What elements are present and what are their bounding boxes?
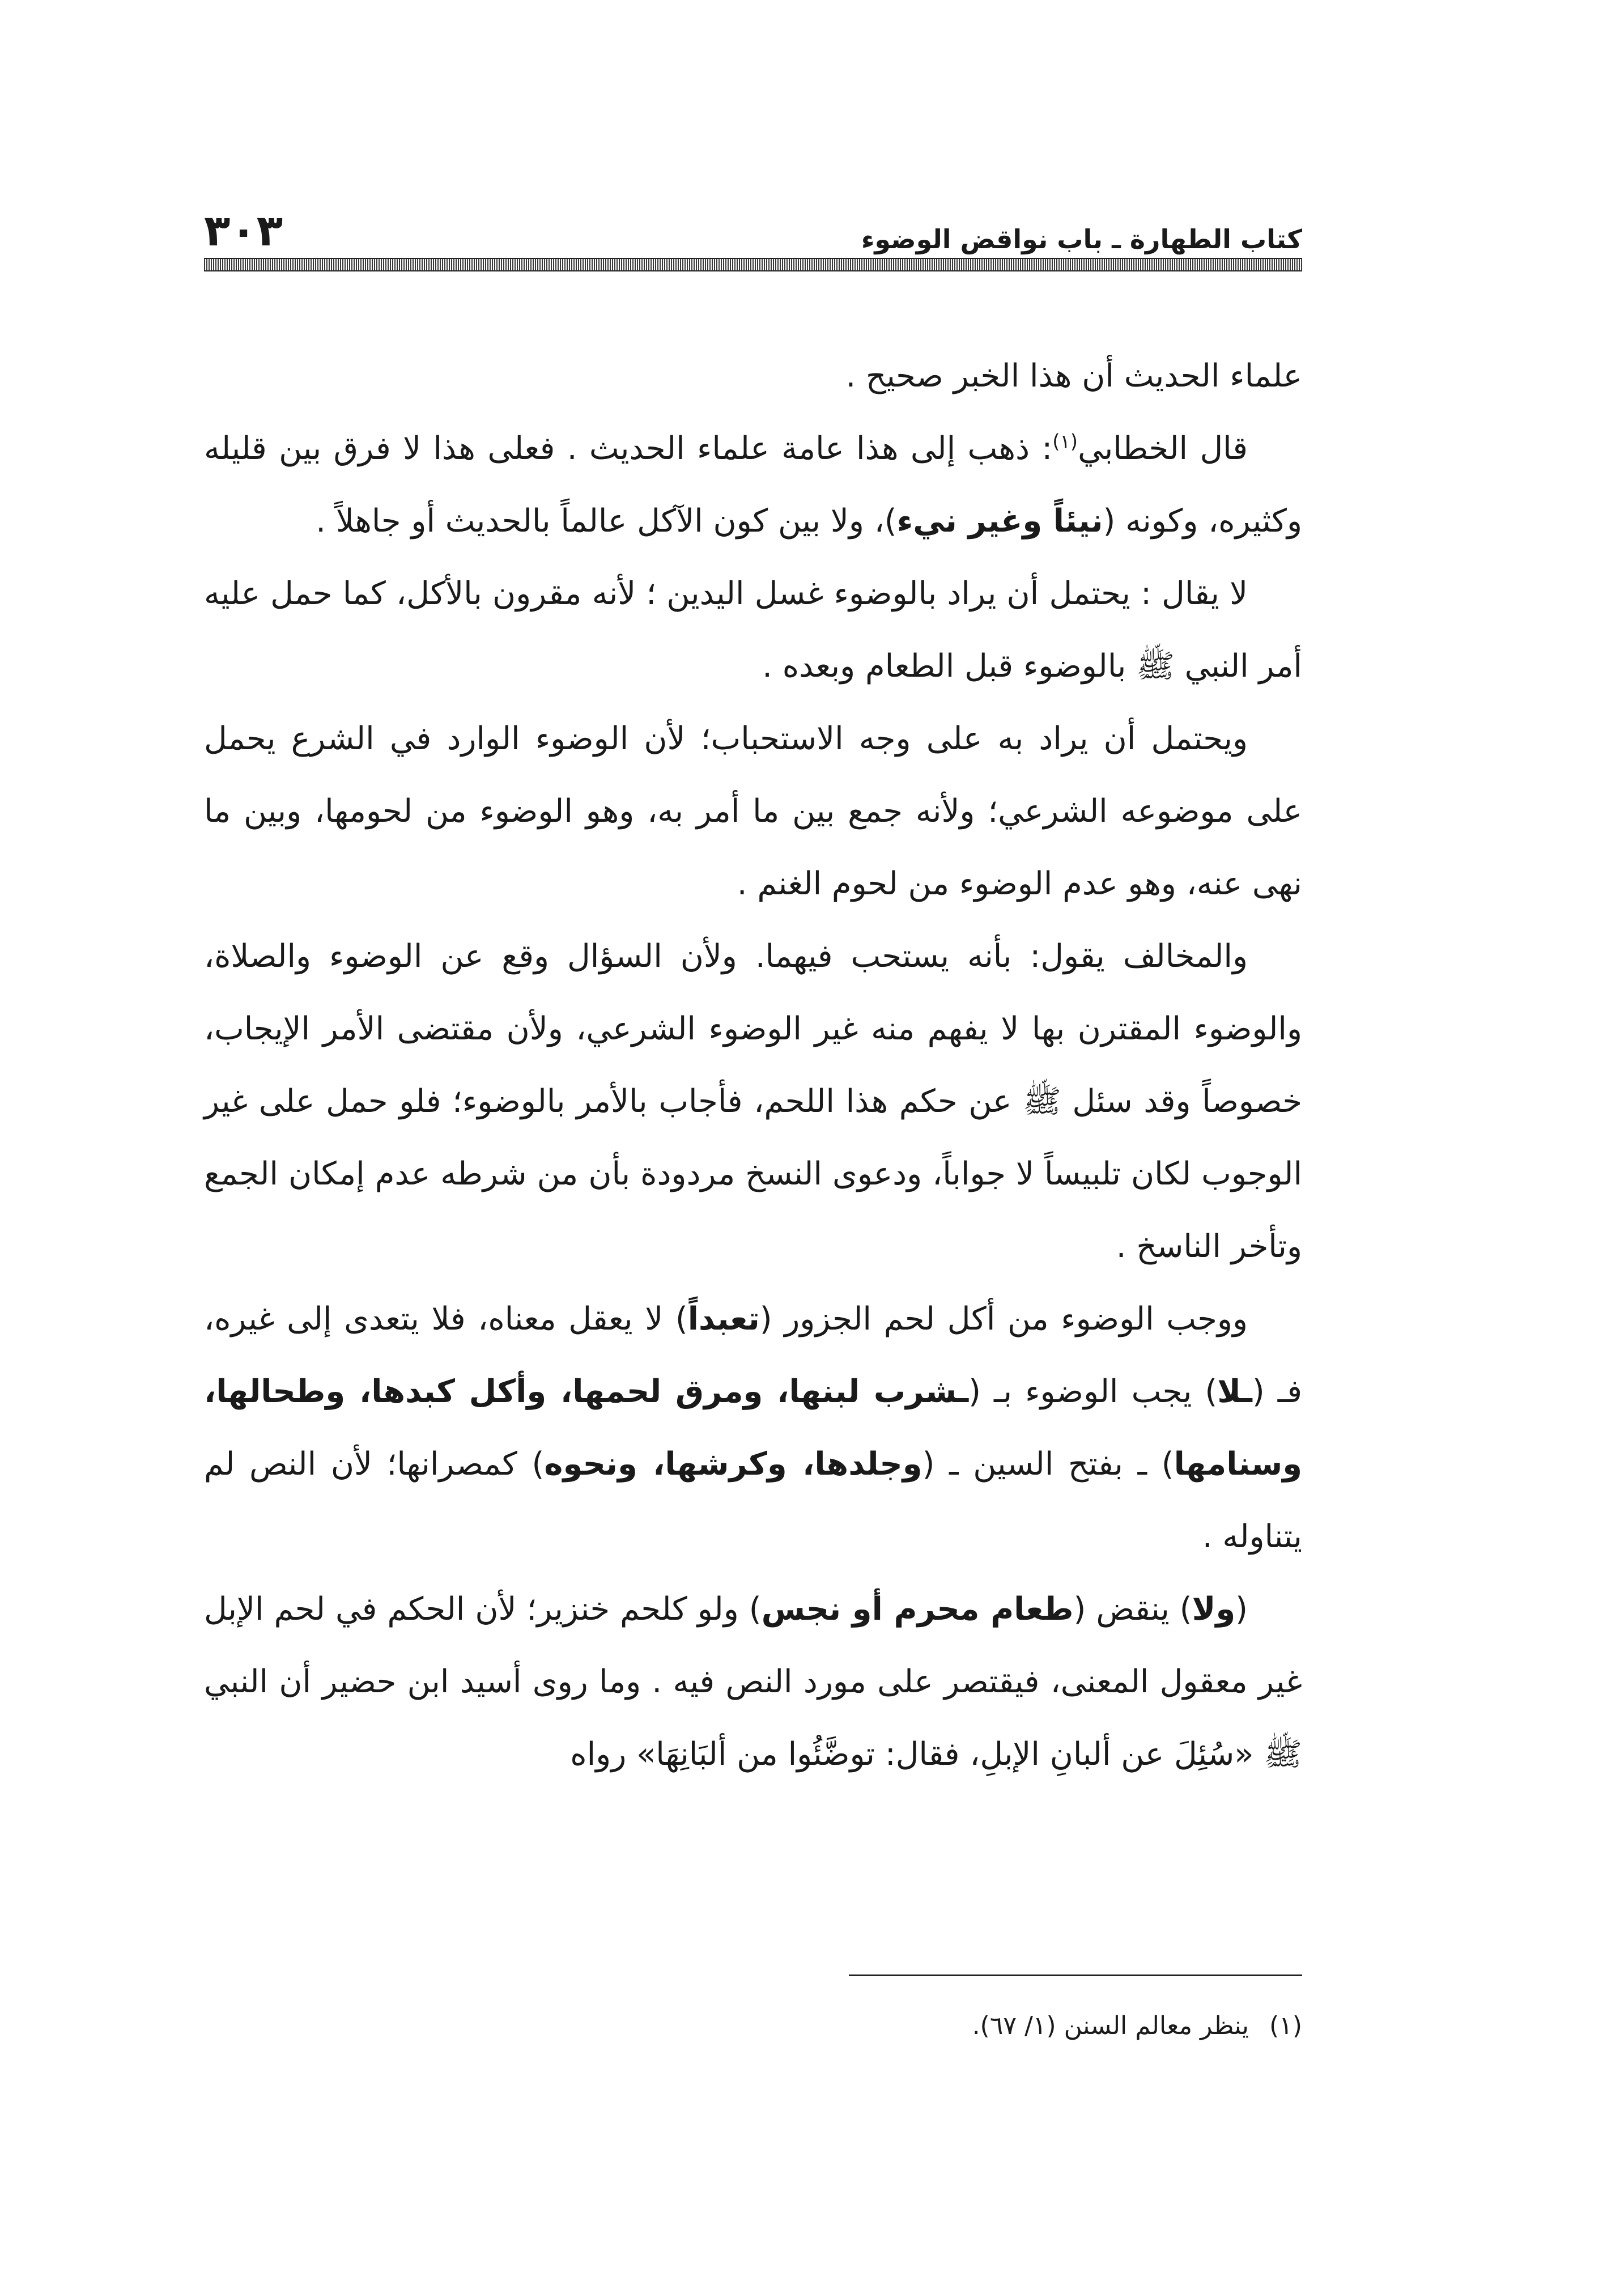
text-run: ) ولو كلحم خنزير؛ لأن الحكم في لحم الإبل غير معقول المعنى، فيقتصر على مورد النص فيه . وما روى أسيد ابن حضير أن النبي ﷺ «سُئِلَ عن ألبانِ الإبلِ، فقال: توضَّئُوا من ألبَانِهَا» رواه [204,1591,1302,1773]
footnote-reference: (١) [1052,430,1078,453]
chapter-title: كتاب الطهارة ـ باب نواقض الوضوء [861,224,1302,254]
header-rule [204,258,1302,271]
paragraph-5: والمخالف يقول: بأنه يستحب فيهما. ولأن السؤال وقع عن الوضوء والصلاة، والوضوء المقترن بها لا يفهم منه غير الوضوء الشرعي، ولأن مقتضى الأمر الإيجاب، خصوصاً وقد سئل ﷺ عن حكم هذا اللحم، فأجاب بالأمر بالوضوء؛ فلو حمل على غير الوجوب لكان تلبيساً لا جواباً، ودعوى النسخ مردودة بأن من شرطه عدم إمكان الجمع وتأخر الناسخ . [204,938,1302,1265]
page-header [204,196,1302,256]
footnote-text: ينظر معالم السنن (١/ ٦٧). [972,2011,1249,2040]
bold-text-run: وجلدها، وكرشها، ونحوه [544,1446,922,1483]
text-run: ) ـ بفتح السين ـ ( [922,1446,1174,1483]
page-body [204,340,1302,1791]
bold-text-run: تعبداً [687,1301,760,1337]
text-run: ) ينقض ( [1073,1591,1192,1628]
bold-text-run: ـلا [1217,1373,1252,1410]
paragraph-4: ويحتمل أن يراد به على وجه الاستحباب؛ لأن الوضوء الوارد في الشرع يحمل على موضوعه الشرعي؛ ولأنه جمع بين ما أمر به، وهو الوضوء من لحومها، وبين ما نهى عنه، وهو عدم الوضوء من لحوم الغنم . [204,720,1302,902]
paragraph-1: علماء الحديث أن هذا الخبر صحيح . [845,358,1302,394]
footnote-rule [849,1974,1302,1976]
footnote-number: (١) [1269,2011,1302,2040]
bold-text-run: ولا [1192,1591,1236,1628]
bold-text-run: ـشرب لبنها، ومرق لحمها، وأكل كبدها، وطحالها، وسنامها [204,1373,1302,1483]
bold-text-run: نيئاً وغير نيء [896,503,1103,540]
text-run: قال الخطابي [1078,430,1248,467]
paragraph-2 [204,413,1302,558]
paragraph-6 [204,1283,1302,1573]
paragraph-7 [204,1573,1302,1791]
text-run: ) يجب الوضوء بـ ( [968,1373,1218,1410]
text-run: ووجب الوضوء من أكل لحم الجزور ( [759,1301,1248,1337]
text-run: ( [1235,1591,1248,1628]
bold-text-run: طعام محرم أو نجس [761,1591,1074,1628]
footnote [204,2006,1302,2046]
text-run: : ذهب إلى هذا عامة علماء الحديث . فعلى هذا لا فرق بين قليله وكثيره، وكونه ( [204,430,1302,540]
text-run: ) كمصرانها؛ لأن النص لم يتناوله . [204,1446,1302,1555]
text-run: )، ولا بين كون الآكل عالماً بالحديث أو جاهلاً . [316,503,897,540]
page-number: ٣٠٣ [204,205,283,256]
text-run: ) لا يعقل معناه، فلا يتعدى إلى غيره، فـ ( [204,1301,1302,1410]
paragraph-3: لا يقال : يحتمل أن يراد بالوضوء غسل اليدين ؛ لأنه مقرون بالأكل، كما حمل عليه أمر النبي ﷺ بالوضوء قبل الطعام وبعده . [204,575,1302,685]
